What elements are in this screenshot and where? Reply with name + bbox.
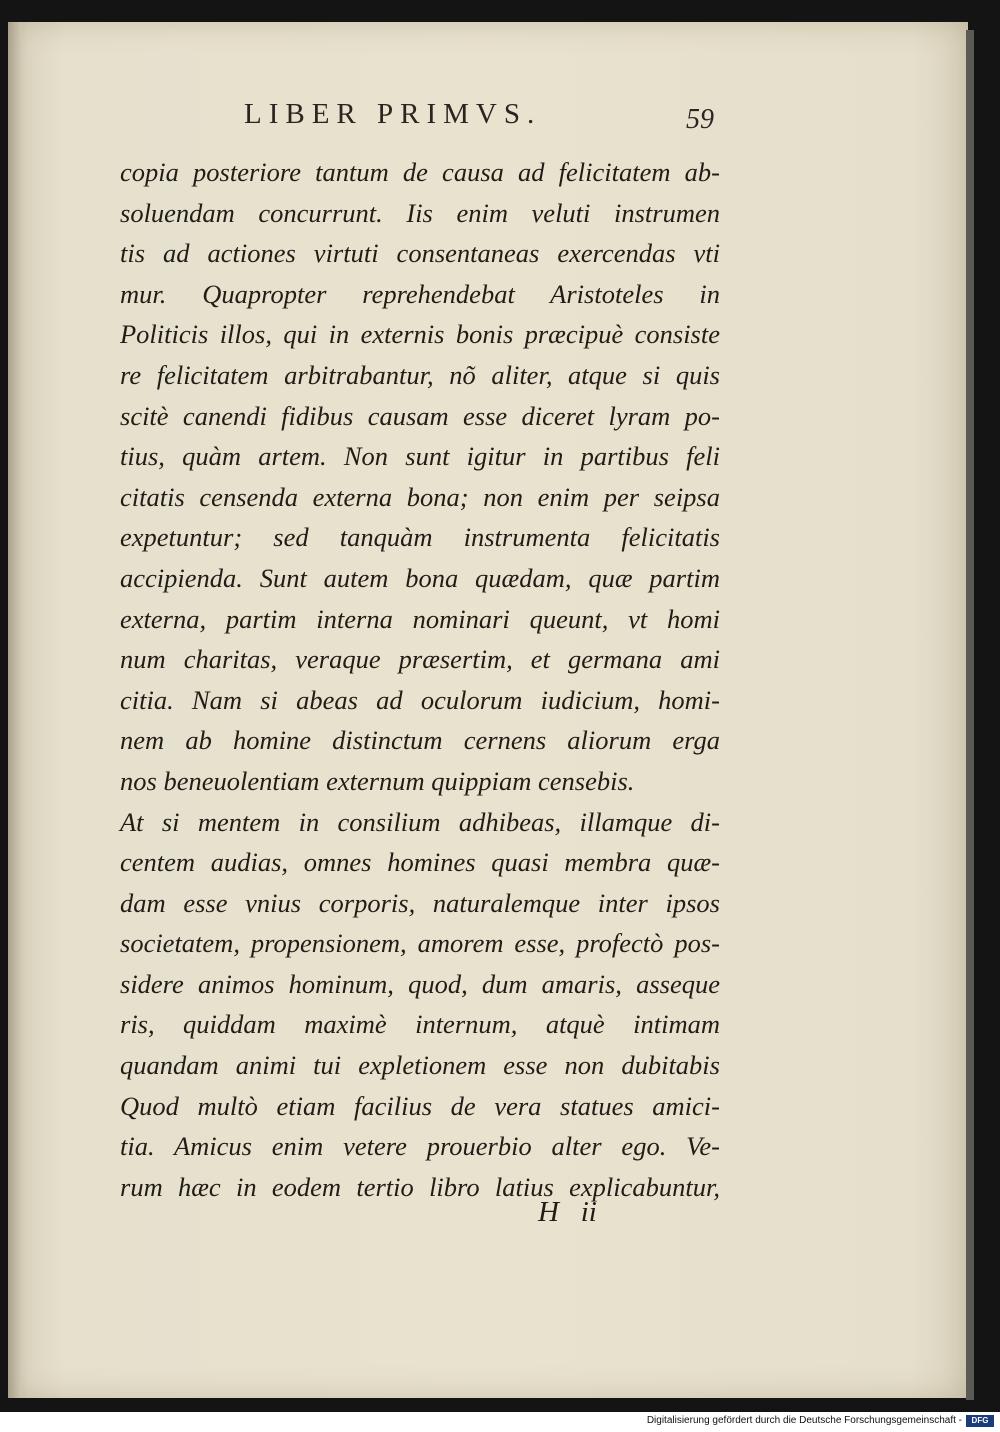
running-head: LIBER PRIMVS. <box>244 98 542 130</box>
body-text <box>120 152 720 1207</box>
page-gutter-shadow <box>8 22 22 1398</box>
text-line: re felicitatem arbitrabantur, nõ aliter, atque si quis <box>120 359 720 390</box>
text-line: soluendam concurrunt. Iis enim veluti instrumen <box>120 197 720 228</box>
dfg-logo-icon: DFG <box>966 1415 994 1427</box>
text-line: scitè canendi fidibus causam esse diceret lyram po- <box>120 400 720 431</box>
page-number: 59 <box>686 104 714 135</box>
text-line: externa, partim interna nominari queunt, vt homi <box>120 603 720 634</box>
text-line: Politicis illos, qui in externis bonis præcipuè consiste <box>120 319 720 350</box>
text-line: centem audias, omnes homines quasi membra quæ- <box>120 847 720 878</box>
text-line: nem ab homine distinctum cernens aliorum erga <box>120 725 720 756</box>
text-line: expetuntur; sed tanquàm instrumenta felicitatis <box>120 522 720 553</box>
text-line: At si mentem in consilium adhibeas, illamque di- <box>120 806 720 837</box>
text-line: dam esse vnius corporis, naturalemque inter ipsos <box>120 887 720 918</box>
text-line: rum hæc in eodem tertio libro latius explicabuntur, <box>120 1171 720 1202</box>
text-line: tia. Amicus enim vetere prouerbio alter ego. Ve- <box>120 1131 720 1162</box>
text-line: accipienda. Sunt autem bona quædam, quæ partim <box>120 562 720 593</box>
digitization-credit: Digitalisierung gefördert durch die Deutsche Forschungsgemeinschaft - <box>646 1415 962 1426</box>
text-line: Quod multò etiam facilius de vera statues amici- <box>120 1090 720 1121</box>
text-line: citia. Nam si abeas ad oculorum iudicium, homi- <box>120 684 720 715</box>
signature-mark: H ii <box>538 1196 597 1228</box>
text-line: copia posteriore tantum de causa ad felicitatem ab- <box>120 157 720 187</box>
text-line: mur. Quapropter reprehendebat Aristoteles in <box>120 278 720 309</box>
text-line: quandam animi tui expletionem esse non dubitabis <box>120 1050 720 1081</box>
page-edge <box>966 30 974 1400</box>
text-line: societatem, propensionem, amorem esse, profectò pos- <box>120 928 720 959</box>
text-line: tius, quàm artem. Non sunt igitur in partibus feli <box>120 441 720 472</box>
text-line: nos beneuolentiam externum quippiam censebis. <box>120 765 635 796</box>
text-line: citatis censenda externa bona; non enim per seipsa <box>120 481 720 512</box>
text-line: ris, quiddam maximè internum, atquè intimam <box>120 1009 720 1040</box>
text-line: sidere animos hominum, quod, dum amaris, asseque <box>120 968 720 999</box>
text-line: tis ad actiones virtuti consentaneas exercendas vti <box>120 238 720 269</box>
text-line: num charitas, veraque præsertim, et germana ami <box>120 644 720 675</box>
